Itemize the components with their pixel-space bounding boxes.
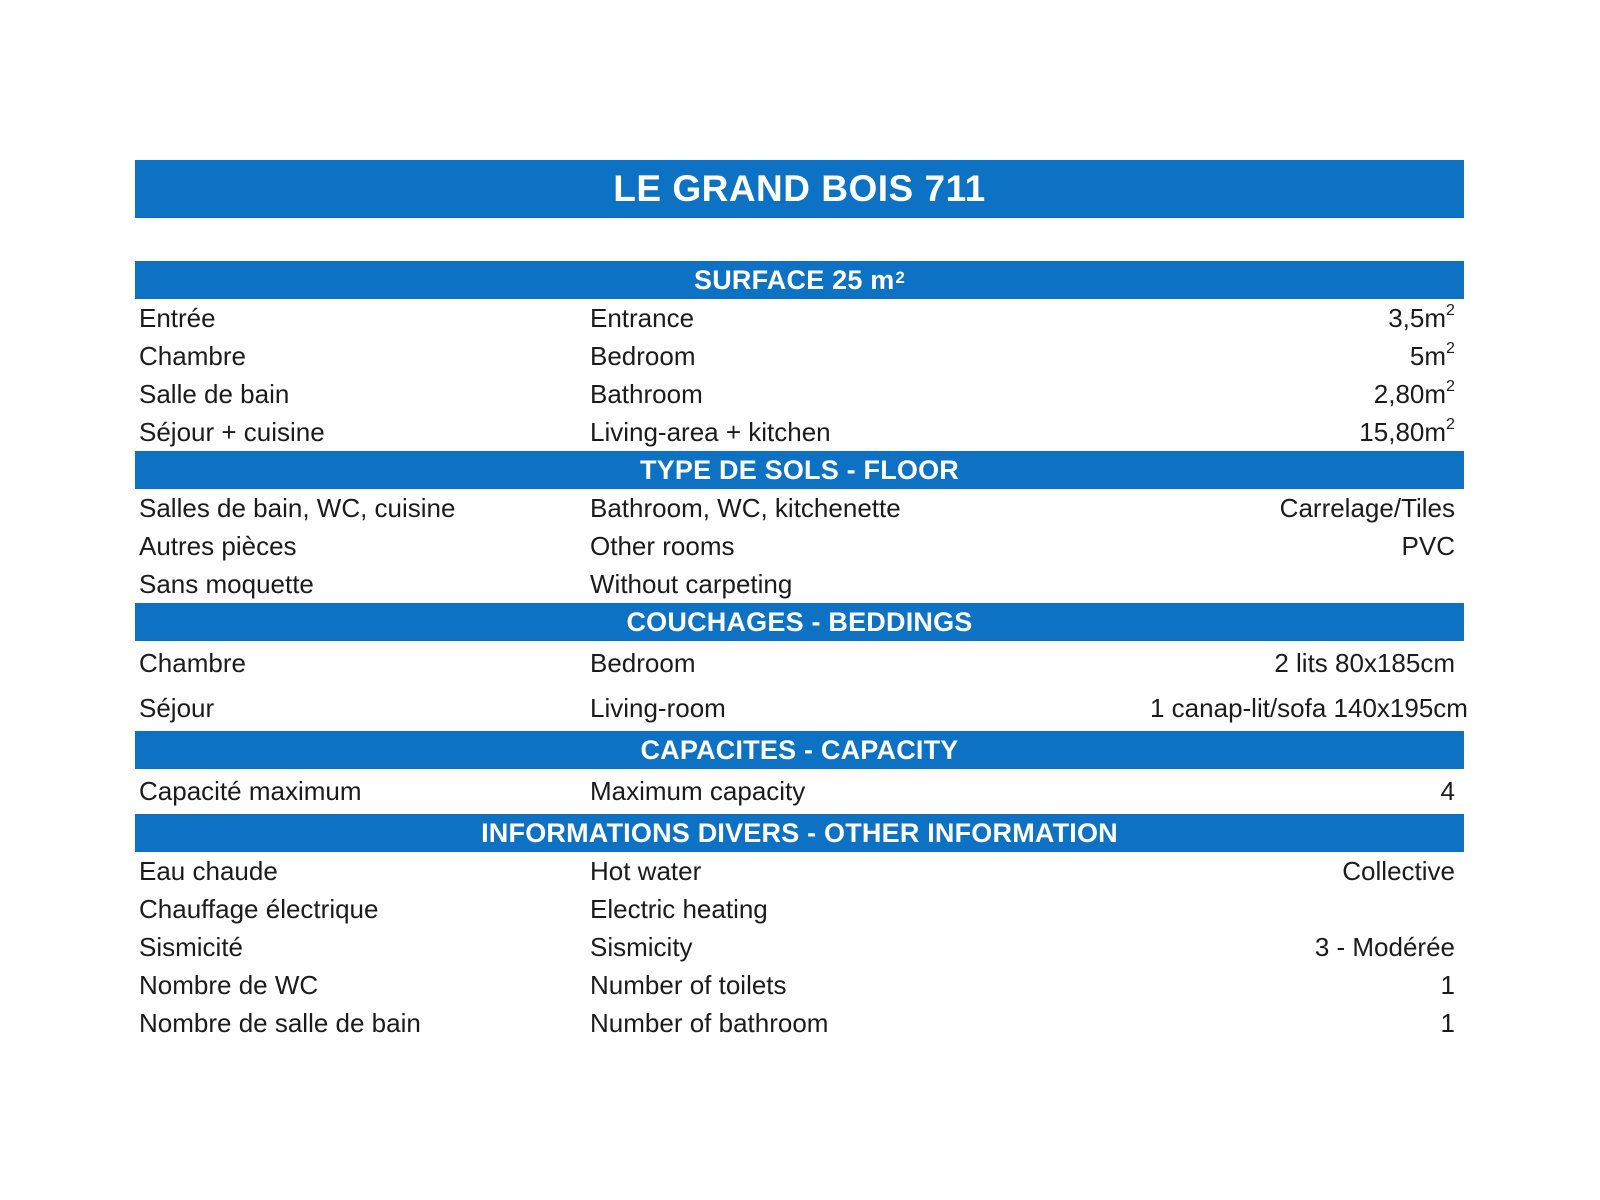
row-label-en: Bedroom	[590, 340, 696, 371]
row-label-fr: Chambre	[139, 648, 246, 678]
row-label-fr: Nombre de WC	[139, 969, 319, 1000]
row-label-en: Number of toilets	[590, 969, 787, 1000]
row-label-fr: Séjour + cuisine	[139, 416, 325, 447]
row-value: 1	[1440, 1007, 1455, 1038]
table-row	[135, 852, 1464, 890]
row-label-fr: Sismicité	[139, 931, 244, 962]
row-value-superscript: 2	[1446, 338, 1455, 357]
row-value: 4	[1440, 776, 1455, 806]
row-label-en: Other rooms	[590, 530, 735, 561]
row-label-fr: Chauffage électrique	[139, 893, 379, 924]
section-header	[135, 603, 1464, 641]
table-row	[135, 769, 1464, 814]
section-header	[135, 731, 1464, 769]
row-label-en: Hot water	[590, 855, 702, 886]
sections-container	[135, 261, 1468, 1042]
section-header-label: SURFACE 25 m	[694, 264, 895, 295]
row-label-en: Number of bathroom	[590, 1007, 829, 1038]
table-row	[135, 890, 1464, 928]
section-header: SURFACE 25 m $^2$	[135, 261, 1464, 299]
table-row	[135, 928, 1464, 966]
row-label-en: Bedroom	[590, 648, 696, 678]
row-value: $2,80m^2$	[1373, 376, 1455, 409]
row-label-fr: Entrée	[139, 302, 216, 333]
row-label-fr: Chambre	[139, 340, 246, 371]
row-label-fr: Salles de bain, WC, cuisine	[139, 492, 456, 523]
row-label-fr: Salle de bain	[139, 378, 290, 409]
row-value: 1	[1440, 969, 1455, 1000]
table-row	[135, 966, 1464, 1004]
row-label-fr: Sans moquette	[139, 568, 314, 599]
row-value-superscript: 2	[1446, 300, 1455, 319]
row-value: 2 lits 80x185cm	[1274, 648, 1455, 678]
section-header-label: TYPE DE SOLS - FLOOR	[639, 454, 960, 485]
table-row	[135, 1004, 1464, 1042]
table-row	[135, 686, 1468, 731]
row-label-en: Sismicity	[590, 931, 693, 962]
section-header	[135, 451, 1464, 489]
property-info-sheet	[135, 160, 1468, 1042]
row-label-en: Living-area + kitchen	[590, 416, 831, 447]
row-label-en: Entrance	[590, 302, 695, 333]
table-row	[135, 641, 1464, 686]
page-title: LE GRAND BOIS 711	[613, 168, 986, 209]
row-value: $5m^2$	[1409, 338, 1455, 371]
table-row	[135, 413, 1464, 451]
section-header-label: INFORMATIONS DIVERS - OTHER INFORMATION	[481, 817, 1118, 848]
section-header	[135, 814, 1464, 852]
row-label-en: Living-room	[590, 693, 726, 723]
row-value: $15,80m^2$	[1359, 414, 1455, 447]
row-value-superscript: 2	[1446, 376, 1455, 395]
row-value: Collective	[1342, 855, 1455, 886]
table-row	[135, 337, 1464, 375]
row-value: 1 canap-lit/sofa 140x195cm	[1150, 693, 1468, 723]
table-row	[135, 375, 1464, 413]
table-row	[135, 299, 1464, 337]
row-label-en: Without carpeting	[590, 568, 793, 599]
section-header-label: CAPACITES - CAPACITY	[640, 734, 959, 765]
row-label-fr: Nombre de salle de bain	[139, 1007, 421, 1038]
row-value: $3,5m^2$	[1388, 300, 1455, 333]
row-label-fr: Eau chaude	[139, 855, 278, 886]
row-label-en: Electric heating	[590, 893, 768, 924]
row-value: Carrelage/Tiles	[1279, 492, 1455, 523]
row-value: PVC	[1401, 530, 1455, 561]
row-label-en: Bathroom	[590, 378, 703, 409]
row-value-superscript: 2	[1446, 414, 1455, 433]
table-row	[135, 565, 1464, 603]
row-label-fr: Autres pièces	[139, 530, 297, 561]
row-label-fr: Séjour	[139, 693, 215, 723]
section-header-label: COUCHAGES - BEDDINGS	[626, 606, 973, 637]
title-bar	[135, 160, 1464, 218]
row-label-en: Bathroom, WC, kitchenette	[590, 492, 901, 523]
row-value: 3 - Modérée	[1314, 931, 1455, 962]
row-label-fr: Capacité maximum	[139, 776, 362, 806]
table-row	[135, 527, 1464, 565]
table-row	[135, 489, 1464, 527]
row-label-en: Maximum capacity	[590, 776, 806, 806]
